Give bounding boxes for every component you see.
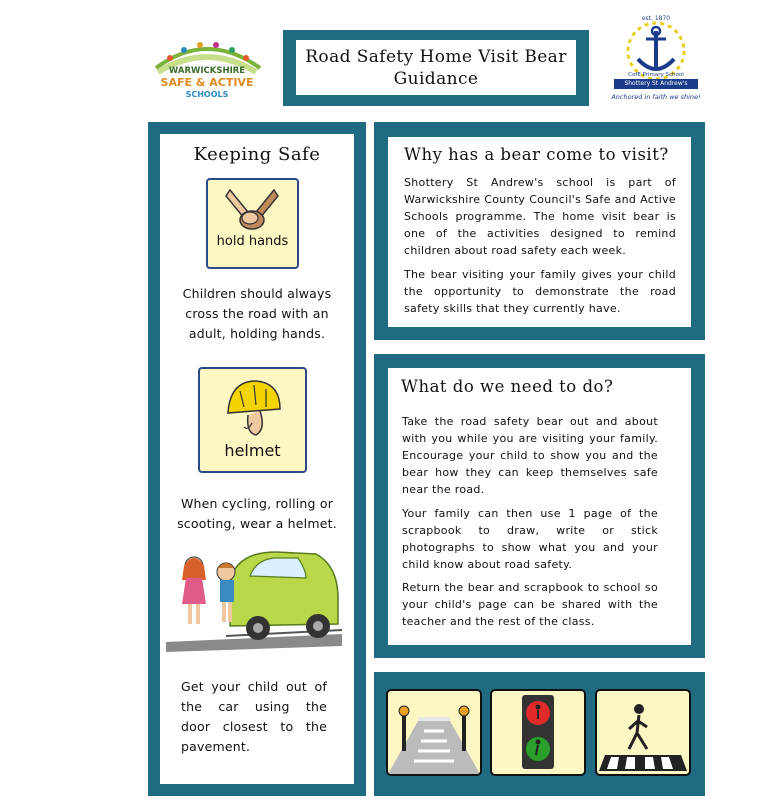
- why-paragraph-2: The bear visiting your family gives your child the opportunity to demonstrate the road safety skills that they currently have.: [404, 268, 676, 315]
- hold-hands-card: [206, 178, 299, 269]
- hold-hands-text: [166, 284, 348, 344]
- car-children-illustration: [166, 546, 342, 652]
- crest-motto: Anchored in faith we shine!: [611, 93, 701, 101]
- zebra-crossing-icon: [597, 691, 689, 774]
- todo-title: What do we need to do?: [401, 377, 614, 396]
- car-line-1: Get your child out of: [181, 679, 327, 694]
- logo-left-line1: WARWICKSHIRE: [168, 66, 246, 76]
- helmet-text: [163, 494, 351, 534]
- warwickshire-safe-active-logo: [148, 28, 266, 106]
- helmet-label: helmet: [224, 441, 281, 460]
- helmet-icon: [200, 373, 305, 441]
- pedestrian-crossing-symbol: [386, 689, 482, 776]
- crest-school-line1: CofE Primary School: [628, 72, 684, 78]
- keeping-safe-title: Keeping Safe: [193, 144, 321, 165]
- zebra-crossing-symbol: [595, 689, 691, 776]
- helmet-line-2: scooting, wear a helmet.: [177, 516, 337, 531]
- hold-hands-line-1: Children should always: [182, 286, 332, 301]
- hold-hands-icon: [208, 182, 297, 242]
- why-paragraph-1: Shottery St Andrew's school is part of Warwickshire County Council's Safe and Active Schools programme. The home visit bear is one of the activities designed to remind children about road safety each week.: [404, 176, 676, 257]
- crest-school-line2: Shottery St Andrew's: [614, 79, 698, 89]
- car-line-4: pavement.: [181, 739, 251, 754]
- title-line-1: Road Safety Home Visit Bear: [305, 46, 567, 67]
- why-title: Why has a bear come to visit?: [404, 145, 669, 164]
- logo-left-line2: SAFE & ACTIVE: [160, 76, 254, 89]
- logo-left-line3: SCHOOLS: [185, 90, 229, 99]
- hold-hands-label: hold hands: [216, 234, 289, 249]
- traffic-light-icon: [492, 691, 584, 774]
- todo-paragraph-1: Take the road safety bear out and about with you while you are visiting your family. Encourage your child to show you and the bear how they can keep themselves safe near the road.: [402, 415, 658, 496]
- car-line-3: door closest to the: [181, 719, 327, 734]
- traffic-light-symbol: [490, 689, 586, 776]
- helmet-line-1: When cycling, rolling or: [180, 496, 334, 511]
- car-line-2: the car using the: [181, 699, 327, 714]
- crossing-road-icon: [388, 691, 480, 774]
- school-crest-logo: [606, 15, 706, 107]
- car-text: [181, 677, 327, 757]
- page-title: [296, 40, 576, 95]
- helmet-card: [198, 367, 307, 473]
- hold-hands-line-2: cross the road with an: [185, 306, 329, 321]
- hold-hands-line-3: adult, holding hands.: [188, 326, 326, 341]
- todo-paragraph-2: Your family can then use 1 page of the scrapbook to draw, write or stick photographs to show what you and your child know about road safety.: [402, 507, 658, 571]
- crest-est: est. 1870: [641, 15, 671, 22]
- title-line-2: Guidance: [393, 68, 479, 89]
- todo-paragraph-3: Return the bear and scrapbook to school so your child's page can be shared with the teacher and the rest of the class.: [402, 581, 658, 628]
